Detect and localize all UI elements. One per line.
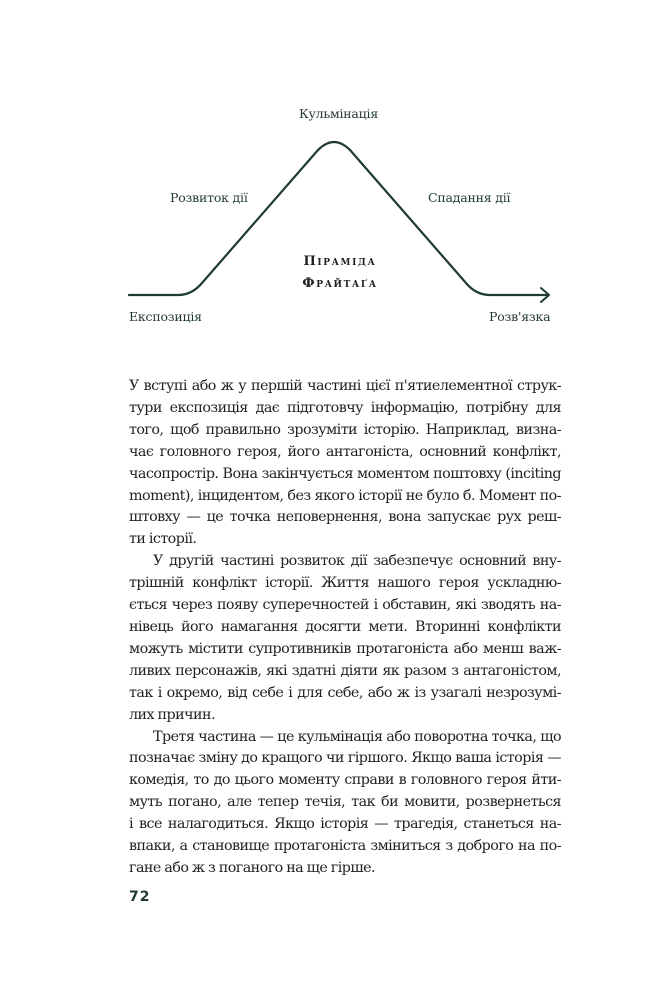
- text-line: штовху — це точка неповернення, вона запускає рух реш-: [129, 509, 561, 526]
- text-line: Третя частина — це кульмінація або поворотна точка, що: [153, 728, 561, 745]
- text-line: У другій частині розвиток дії забезпечує основний вну-: [153, 553, 561, 570]
- page-number: 72: [129, 889, 151, 905]
- text-line: трішній конфлікт історії. Життя нашого героя ускладню-: [129, 575, 561, 592]
- text-line: можуть містити супротивників протагоніста або менш важ-: [129, 640, 561, 657]
- label-denouement: Розв'язка: [489, 309, 551, 324]
- text-line: нівець його намагання досягти мети. Вторинні конфлікти: [129, 618, 561, 635]
- text-line: У вступі або ж у першій частині цієї п'ятиелементної струк-: [129, 378, 561, 394]
- text-line: ливих персонажів, які здатні діяти як разом з антагоністом,: [129, 662, 561, 679]
- paragraph-climax: [129, 727, 561, 880]
- text-line: часопростір. Вона закінчується моментом поштовху (inciting: [129, 465, 561, 482]
- paragraph-rising-action: [129, 551, 561, 726]
- text-line: тури експозиція дає підготовчу інформацію, потрібну для: [129, 399, 561, 416]
- label-climax: Кульмінація: [299, 106, 379, 121]
- text-line: і все налагодиться. Якщо історія — трагедія, станеться на-: [129, 816, 561, 833]
- label-rising-action: Розвиток дії: [170, 190, 248, 205]
- freytag-pyramid-diagram: [0, 0, 659, 340]
- text-line: лих причин.: [129, 706, 215, 723]
- text-line: муть погано, але тепер течія, так би мовити, розвернеться: [129, 794, 561, 811]
- text-line: moment), інцидентом, без якого історії не було б. Момент по-: [129, 487, 561, 504]
- text-line: так і окремо, від себе і для себе, або ж із узагалі незрозумі-: [129, 684, 561, 701]
- text-line: впаки, а становище протагоніста зміниться з доброго на по-: [129, 838, 561, 855]
- text-line: комедія, то до цього моменту справи в головного героя йти-: [129, 772, 561, 789]
- text-line: чає головного героя, його антагоніста, основний конфлікт,: [129, 443, 561, 460]
- text-line: ється через появу суперечностей і обставин, які зводять на-: [129, 597, 561, 614]
- text-line: гане або ж з поганого на ще гірше.: [129, 859, 376, 876]
- text-line: ти історії.: [129, 531, 197, 548]
- paragraph-exposition: [129, 376, 561, 551]
- body-text: [129, 376, 561, 880]
- label-exposition: Експозиція: [129, 309, 202, 324]
- label-falling-action: Спадання дії: [428, 190, 511, 205]
- diagram-title-line2: Фрайтаґа: [302, 276, 378, 291]
- text-line: позначає зміну до кращого чи гіршого. Якщо ваша історія —: [129, 750, 561, 767]
- diagram-title-line1: Піраміда: [303, 254, 377, 269]
- text-line: того, щоб правильно зрозуміти історію. Наприклад, визна-: [129, 421, 561, 438]
